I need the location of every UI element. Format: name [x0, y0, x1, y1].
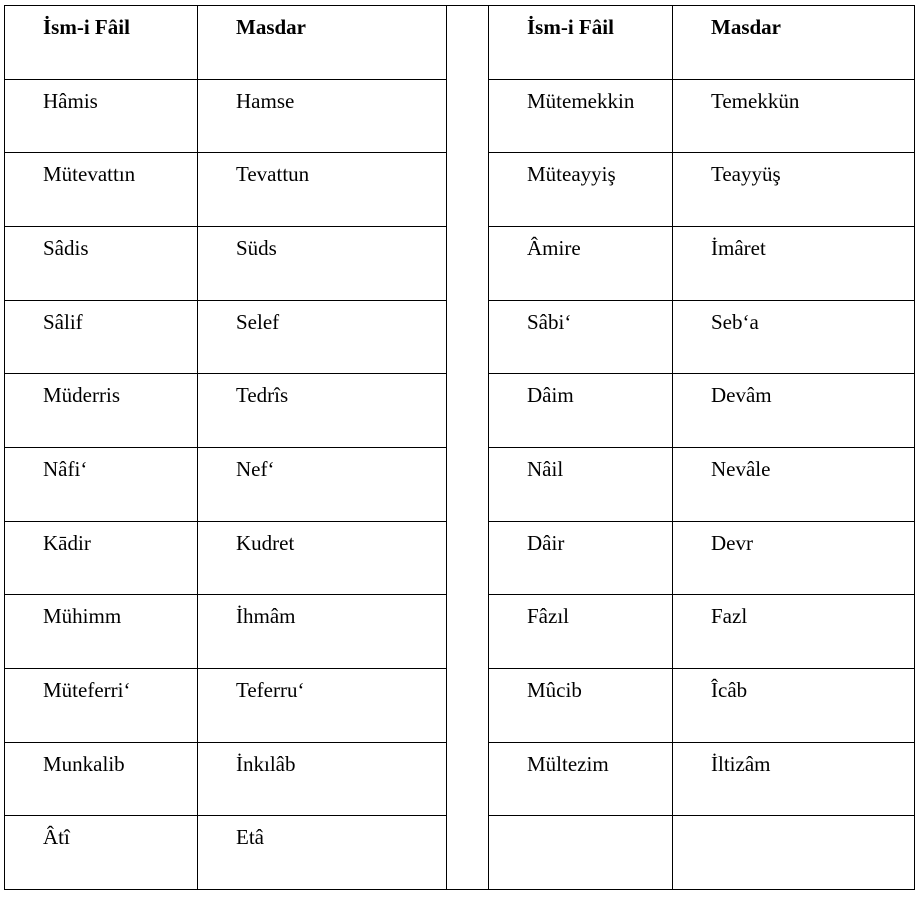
word-table-container	[4, 5, 914, 890]
left-masdar-cell: Kudret	[198, 521, 447, 595]
header-row	[5, 6, 915, 80]
left-masdar-cell: Etâ	[198, 816, 447, 890]
right-ism-i-fail-cell: Dâim	[489, 374, 673, 448]
right-masdar-cell: Îcâb	[673, 668, 915, 742]
left-masdar-cell: Süds	[198, 226, 447, 300]
right-masdar-cell: Devr	[673, 521, 915, 595]
left-ism-i-fail-cell: Hâmis	[5, 79, 198, 153]
middle-spacer	[447, 6, 489, 890]
left-masdar-cell: Hamse	[198, 79, 447, 153]
right-header-masdar: Masdar	[673, 6, 915, 80]
right-masdar-cell: Temekkün	[673, 79, 915, 153]
right-ism-i-fail-cell	[489, 816, 673, 890]
right-masdar-cell: Fazl	[673, 595, 915, 669]
left-masdar-cell: Tevattun	[198, 153, 447, 227]
right-ism-i-fail-cell: Nâil	[489, 447, 673, 521]
left-masdar-cell: İhmâm	[198, 595, 447, 669]
left-ism-i-fail-cell: Nâfi‘	[5, 447, 198, 521]
right-ism-i-fail-cell: Mütemekkin	[489, 79, 673, 153]
left-ism-i-fail-cell: Munkalib	[5, 742, 198, 816]
left-ism-i-fail-cell: Müteferri‘	[5, 668, 198, 742]
left-masdar-cell: Tedrîs	[198, 374, 447, 448]
left-masdar-cell: Selef	[198, 300, 447, 374]
right-masdar-cell: İltizâm	[673, 742, 915, 816]
left-ism-i-fail-cell: Âtî	[5, 816, 198, 890]
left-header-ism-i-fail: İsm-i Fâil	[5, 6, 198, 80]
right-ism-i-fail-cell: Müteayyiş	[489, 153, 673, 227]
left-masdar-cell: Nef‘	[198, 447, 447, 521]
right-masdar-cell	[673, 816, 915, 890]
ism-i-fail-masdar-table	[4, 5, 915, 890]
left-ism-i-fail-cell: Mühimm	[5, 595, 198, 669]
left-ism-i-fail-cell: Sâdis	[5, 226, 198, 300]
table-body	[5, 6, 915, 890]
left-ism-i-fail-cell: Mütevattın	[5, 153, 198, 227]
right-masdar-cell: İmâret	[673, 226, 915, 300]
right-ism-i-fail-cell: Dâir	[489, 521, 673, 595]
right-ism-i-fail-cell: Âmire	[489, 226, 673, 300]
left-ism-i-fail-cell: Kādir	[5, 521, 198, 595]
left-ism-i-fail-cell: Müderris	[5, 374, 198, 448]
left-header-masdar: Masdar	[198, 6, 447, 80]
right-masdar-cell: Teayyüş	[673, 153, 915, 227]
right-ism-i-fail-cell: Mûcib	[489, 668, 673, 742]
right-ism-i-fail-cell: Fâzıl	[489, 595, 673, 669]
left-masdar-cell: İnkılâb	[198, 742, 447, 816]
right-masdar-cell: Nevâle	[673, 447, 915, 521]
right-ism-i-fail-cell: Mültezim	[489, 742, 673, 816]
right-masdar-cell: Seb‘a	[673, 300, 915, 374]
left-masdar-cell: Teferru‘	[198, 668, 447, 742]
right-ism-i-fail-cell: Sâbi‘	[489, 300, 673, 374]
left-ism-i-fail-cell: Sâlif	[5, 300, 198, 374]
right-header-ism-i-fail: İsm-i Fâil	[489, 6, 673, 80]
right-masdar-cell: Devâm	[673, 374, 915, 448]
